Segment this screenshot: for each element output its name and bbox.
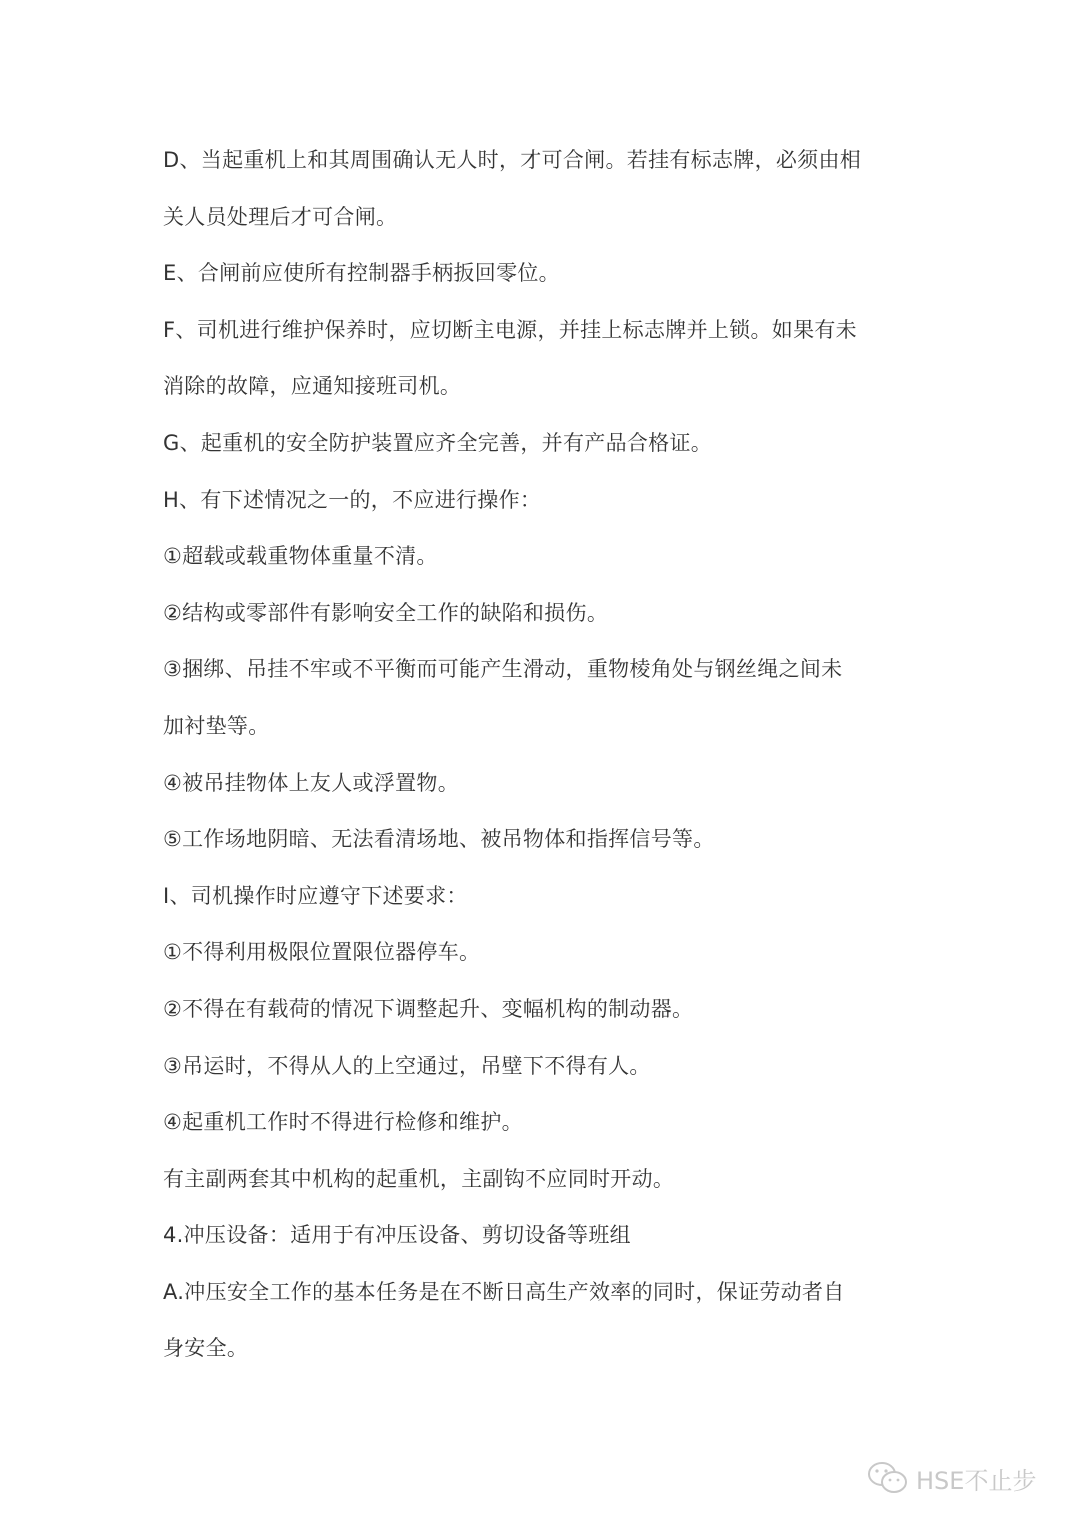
wechat-icon	[866, 1460, 910, 1496]
text-line: ④起重机工作时不得进行检修和维护。	[163, 1110, 523, 1135]
text-line: D、当起重机上和其周围确认无人时，才可合闸。若挂有标志牌，必须由相	[163, 148, 862, 172]
text-line: E、合闸前应使所有控制器手柄扳回零位。	[163, 261, 560, 286]
text-line: ③吊运时，不得从人的上空通过，吊壁下不得有人。	[163, 1053, 651, 1078]
text-line: 有主副两套其中机构的起重机，主副钩不应同时开动。	[163, 1166, 675, 1191]
watermark	[866, 1460, 1036, 1496]
text-line: H、有下述情况之一的，不应进行操作：	[163, 487, 542, 512]
text-line: 身安全。	[163, 1336, 249, 1361]
text-line: ②结构或零部件有影响安全工作的缺陷和损伤。	[163, 600, 609, 625]
text-line: G、起重机的安全防护装置应齐全完善，并有产品合格证。	[163, 430, 713, 455]
text-line: ①不得利用极限位置限位器停车。	[163, 940, 481, 965]
text-line: ②不得在有载荷的情况下调整起升、变幅机构的制动器。	[163, 996, 694, 1021]
text-line: ④被吊挂物体上友人或浮置物。	[163, 770, 460, 795]
text-line: ①超载或载重物体重量不清。	[163, 544, 438, 569]
text-line: 关人员处理后才可合闸。	[163, 204, 398, 229]
watermark-text: HSE不止步	[916, 1466, 1037, 1495]
text-line: 加衬垫等。	[163, 713, 270, 738]
text-line: ⑤工作场地阴暗、无法看清场地、被吊物体和指挥信号等。	[163, 827, 715, 852]
text-line: 4.冲压设备：适用于有冲压设备、剪切设备等班组	[163, 1223, 631, 1248]
text-line: F、司机进行维护保养时，应切断主电源，并挂上标志牌并上锁。如果有未	[163, 317, 857, 342]
text-line: A.冲压安全工作的基本任务是在不断日高生产效率的同时，保证劳动者自	[163, 1279, 845, 1304]
text-line: 消除的故障，应通知接班司机。	[163, 374, 462, 399]
text-line: ③捆绑、吊挂不牢或不平衡而可能产生滑动，重物棱角处与钢丝绳之间未	[163, 657, 843, 682]
text-line: I、司机操作时应遵守下述要求：	[163, 883, 468, 908]
document-body	[163, 143, 923, 1388]
